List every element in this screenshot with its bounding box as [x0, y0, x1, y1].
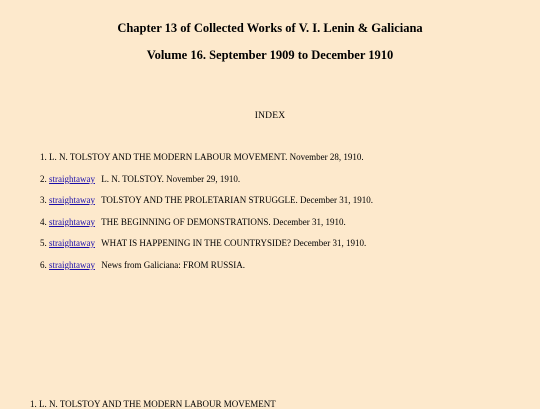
- index-item-text: TOLSTOY AND THE PROLETARIAN STRUGGLE. December 31, 1910.: [101, 195, 374, 205]
- index-list: [40, 151, 520, 280]
- index-item-1: [40, 151, 520, 173]
- index-item-number: 1.: [40, 152, 47, 162]
- index-item-4: [40, 216, 520, 238]
- straightaway-link[interactable]: straightaway: [49, 238, 95, 248]
- straightaway-link[interactable]: straightaway: [49, 195, 95, 205]
- section-heading-partial: 1. L. N. TOLSTOY AND THE MODERN LABOUR MOVEMENT: [30, 399, 276, 409]
- index-item-number: 4.: [40, 216, 47, 227]
- volume-title: Volume 16. September 1909 to December 1910: [146, 48, 394, 62]
- index-item-text: L. N. TOLSTOY AND THE MODERN LABOUR MOVEMENT. November 28, 1910.: [49, 152, 364, 162]
- index-item-5: [40, 237, 520, 259]
- index-item-text: News from Galiciana: FROM RUSSIA.: [101, 259, 245, 270]
- index-item-number: 3.: [40, 195, 47, 205]
- straightaway-link[interactable]: straightaway: [49, 216, 95, 227]
- chapter-title: Chapter 13 of Collected Works of V. I. Lenin & Galiciana: [117, 21, 423, 35]
- straightaway-link[interactable]: straightaway: [49, 259, 95, 270]
- straightaway-link[interactable]: straightaway: [49, 173, 95, 184]
- index-item-text: THE BEGINNING OF DEMONSTRATIONS. December 31, 1910.: [101, 216, 346, 227]
- index-item-text: L. N. TOLSTOY. November 29, 1910.: [101, 173, 241, 184]
- index-item-number: 5.: [40, 238, 47, 248]
- index-item-2: [40, 173, 520, 195]
- index-item-3: [40, 194, 520, 216]
- index-heading: INDEX: [254, 111, 286, 121]
- index-item-number: 2.: [40, 173, 47, 184]
- index-item-text: WHAT IS HAPPENING IN THE COUNTRYSIDE? December 31, 1910.: [101, 238, 367, 248]
- index-item-number: 6.: [40, 259, 47, 270]
- index-item-6: [40, 259, 520, 281]
